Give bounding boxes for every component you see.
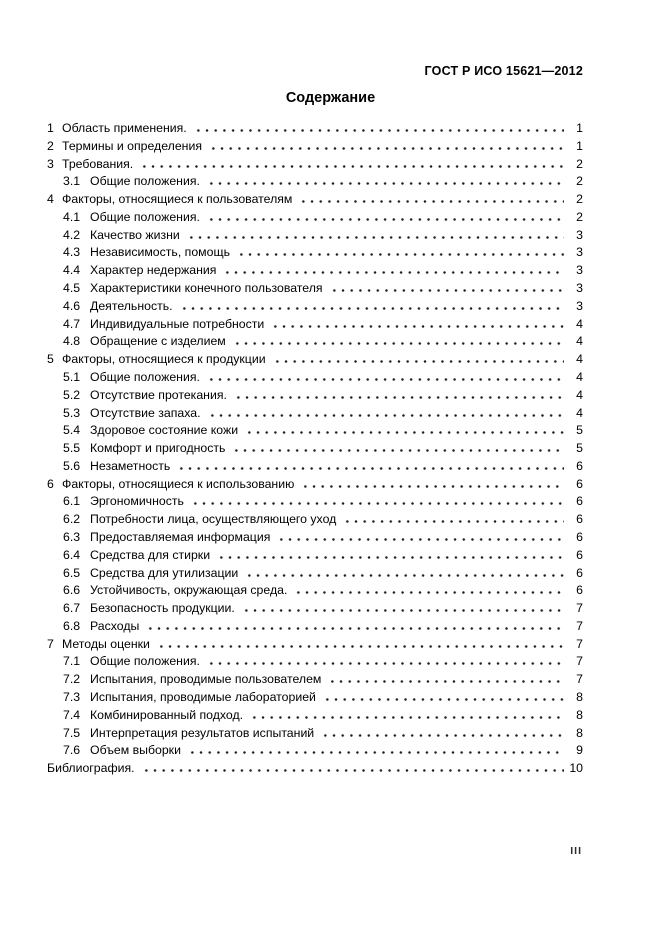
toc-entry — [0, 493, 661, 511]
toc-entry-page: 6 — [576, 458, 583, 473]
toc-entry-label: Качество жизни — [90, 227, 180, 242]
toc-entry-page: 3 — [576, 263, 583, 278]
toc-entry-label: Общие положения. — [90, 654, 200, 669]
toc-entry-label: Потребности лица, осуществляющего уход — [90, 512, 337, 527]
toc-entry-number: 6.8 — [63, 618, 81, 633]
toc-entry-label: Характер недержания — [90, 263, 217, 278]
toc-entry-label: Отсутствие протекания. — [90, 387, 227, 402]
toc-entry-label: Факторы, относящиеся к продукции — [62, 352, 266, 367]
page-number-footer: III — [570, 845, 582, 857]
toc-entry-page: 1 — [576, 121, 583, 135]
toc-entry-number: 7.3 — [63, 690, 81, 704]
toc-leader-dots — [140, 763, 564, 772]
toc-leader-dots — [243, 568, 564, 577]
toc-entry-label: Библиография. — [47, 761, 135, 776]
toc-leader-dots — [269, 319, 564, 328]
toc-entry-number: 4.3 — [63, 245, 81, 260]
toc-entry-label: Предоставляемая информация — [90, 529, 271, 544]
toc-entry-label: Устойчивость, окружающая среда. — [90, 583, 288, 598]
toc-leader-dots — [299, 479, 564, 488]
toc-leader-dots — [155, 639, 564, 648]
toc-entry — [0, 138, 661, 156]
toc-leader-dots — [248, 710, 564, 719]
toc-entry-number: 5.3 — [63, 405, 81, 420]
toc-entry — [0, 725, 661, 743]
toc-entry-page: 4 — [576, 316, 583, 331]
toc-entry-label: Методы оценки — [62, 636, 150, 651]
toc-entry-number: 4.2 — [63, 227, 81, 242]
toc-entry-page: 3 — [576, 298, 583, 313]
toc-leader-dots — [321, 692, 564, 701]
toc-entry-number: 5.4 — [63, 423, 81, 438]
toc-entry-number: 5.5 — [63, 441, 81, 456]
toc-entry-label: Область применения. — [62, 121, 187, 135]
toc-entry — [0, 476, 661, 494]
toc-leader-dots — [297, 194, 564, 203]
toc-leader-dots — [175, 461, 564, 470]
toc-leader-dots — [235, 247, 564, 256]
toc-entry-page: 2 — [576, 174, 583, 189]
toc-entry-page: 6 — [576, 529, 583, 544]
toc-leader-dots — [275, 532, 564, 541]
toc-entry — [0, 618, 661, 636]
toc-entry-number: 3 — [47, 156, 54, 171]
toc-entry-number: 7 — [47, 636, 54, 651]
toc-entry — [0, 351, 661, 369]
toc-entry-page: 7 — [576, 654, 583, 669]
toc-leader-dots — [271, 354, 564, 363]
toc-entry-label: Незаметность — [90, 458, 171, 473]
toc-entry-page: 8 — [576, 707, 583, 722]
toc-entry-number: 4 — [47, 192, 54, 207]
toc-entry-label: Здоровое состояние кожи — [90, 423, 239, 438]
toc-entry-page: 6 — [576, 476, 583, 491]
toc-leader-dots — [186, 745, 564, 754]
toc-entry-page: 8 — [576, 690, 583, 704]
toc-entry-label: Объем выборки — [90, 743, 181, 758]
toc-entry-page: 6 — [576, 494, 583, 509]
toc-leader-dots — [207, 141, 564, 150]
toc-entry — [0, 547, 661, 565]
toc-entry-page: 4 — [576, 369, 583, 384]
toc-entry-page: 6 — [576, 547, 583, 562]
toc-leader-dots — [341, 514, 564, 523]
toc-entry — [0, 440, 661, 458]
toc-leader-dots — [221, 265, 564, 274]
toc-entry — [0, 671, 661, 689]
toc-entry-label: Испытания, проводимые пользователем — [90, 672, 322, 687]
toc-entry-page: 10 — [569, 761, 583, 776]
toc-leader-dots — [192, 123, 564, 132]
toc-entry-page: 7 — [576, 636, 583, 651]
toc-entry — [0, 653, 661, 671]
toc-leader-dots — [232, 390, 564, 399]
toc-leader-dots — [144, 621, 564, 630]
toc-entry-label: Общие положения. — [90, 174, 200, 189]
toc-entry-number: 7.2 — [63, 672, 81, 687]
toc-leader-dots — [189, 496, 564, 505]
toc-leader-dots — [326, 674, 564, 683]
toc-entry — [0, 742, 661, 760]
toc-entry-label: Комбинированный подход. — [90, 707, 244, 722]
toc-entry — [0, 565, 661, 583]
toc-entry-page: 4 — [576, 387, 583, 402]
toc-entry-page: 4 — [576, 405, 583, 420]
toc-entry-page: 6 — [576, 512, 583, 527]
toc-entry-label: Комфорт и пригодность — [90, 441, 226, 456]
toc-entry-page: 6 — [576, 583, 583, 598]
toc-entry — [0, 636, 661, 654]
toc-entry — [0, 156, 661, 174]
toc-entry-label: Безопасность продукции. — [90, 601, 235, 616]
toc-entry-label: Общие положения. — [90, 369, 200, 384]
toc-entry — [0, 387, 661, 405]
toc-entry-label: Деятельность. — [90, 298, 173, 313]
toc-entry-page: 7 — [576, 618, 583, 633]
toc-entry-label: Расходы — [90, 618, 140, 633]
toc-entry — [0, 405, 661, 423]
toc-entry-number: 5.1 — [63, 369, 81, 384]
toc-entry — [0, 298, 661, 316]
toc-entry — [0, 316, 661, 334]
toc-entry-label: Интерпретация результатов испытаний — [90, 725, 315, 740]
document-designation-header: ГОСТ Р ИСО 15621—2012 — [424, 64, 583, 78]
toc-leader-dots — [215, 550, 564, 559]
toc-entry-page: 3 — [576, 227, 583, 242]
toc-entry-page: 3 — [576, 281, 583, 296]
toc-entry-number: 4.7 — [63, 316, 81, 331]
toc-entry-number: 6.2 — [63, 512, 81, 527]
toc-entry-page: 2 — [576, 209, 583, 224]
toc-entry-label: Обращение с изделием — [90, 334, 226, 349]
toc-entry-label: Характеристики конечного пользователя — [90, 281, 323, 296]
toc-entry-page: 4 — [576, 334, 583, 349]
toc-entry — [0, 333, 661, 351]
toc-entry-number: 6.1 — [63, 494, 81, 509]
toc-entry-label: Факторы, относящиеся к использованию — [62, 476, 295, 491]
toc-entry-number: 7.4 — [63, 707, 81, 722]
toc-entry — [0, 511, 661, 529]
toc-leader-dots — [178, 301, 564, 310]
toc-entry — [0, 760, 661, 778]
toc-entry-number: 4.1 — [63, 209, 81, 224]
toc-entry-label: Испытания, проводимые лабораторией — [90, 690, 316, 704]
toc-entry-number: 4.4 — [63, 263, 81, 278]
toc-entry-number: 6.3 — [63, 529, 81, 544]
toc-entry-label: Эргономичность — [90, 494, 184, 509]
toc-entry-number: 2 — [47, 138, 54, 153]
toc-leader-dots — [185, 230, 564, 239]
toc-entry-number: 4.6 — [63, 298, 81, 313]
toc-entry-page: 2 — [576, 192, 583, 207]
toc-entry-page: 4 — [576, 352, 583, 367]
toc-leader-dots — [328, 283, 564, 292]
toc-entry-number: 7.5 — [63, 725, 81, 740]
toc-entry — [0, 707, 661, 725]
toc-entry — [0, 244, 661, 262]
toc-leader-dots — [319, 728, 564, 737]
toc-leader-dots — [243, 425, 564, 434]
toc-entry-page: 9 — [576, 743, 583, 758]
toc-entry-page: 1 — [576, 138, 583, 153]
toc-entry-number: 1 — [47, 121, 54, 135]
toc-leader-dots — [230, 443, 564, 452]
toc-entry-number: 4.8 — [63, 334, 81, 349]
toc-entry — [0, 422, 661, 440]
toc-entry-page: 5 — [576, 441, 583, 456]
toc-entry — [0, 227, 661, 245]
toc-entry-label: Индивидуальные потребности — [90, 316, 265, 331]
toc-entry-label: Отсутствие запаха. — [90, 405, 201, 420]
toc-entry-page: 3 — [576, 245, 583, 260]
toc-entry-number: 6 — [47, 476, 54, 491]
toc-entry-number: 6.4 — [63, 547, 81, 562]
toc-leader-dots — [205, 212, 564, 221]
toc-entry-label: Термины и определения — [62, 138, 202, 153]
toc-entry-number: 7.6 — [63, 743, 81, 758]
toc-entry-label: Общие положения. — [90, 209, 200, 224]
toc-entry-page: 7 — [576, 601, 583, 616]
toc-entry — [0, 582, 661, 600]
toc-entry — [0, 173, 661, 191]
toc-entry — [0, 600, 661, 618]
toc-entry-number: 6.5 — [63, 565, 81, 580]
toc-leader-dots — [205, 656, 564, 665]
toc-entry-page: 2 — [576, 156, 583, 171]
toc-entry — [0, 280, 661, 298]
toc-entry — [0, 689, 661, 707]
toc-entry — [0, 120, 661, 138]
toc-leader-dots — [138, 159, 564, 168]
toc-entry-label: Средства для утилизации — [90, 565, 239, 580]
toc-entry-label: Средства для стирки — [90, 547, 211, 562]
toc-entry-number: 5.2 — [63, 387, 81, 402]
toc-entry — [0, 209, 661, 227]
toc-entry-page: 5 — [576, 423, 583, 438]
toc-leader-dots — [206, 408, 564, 417]
toc-entry — [0, 529, 661, 547]
toc-leader-dots — [292, 585, 564, 594]
toc-entry-label: Независимость, помощь — [90, 245, 230, 260]
toc-entry-page: 7 — [576, 672, 583, 687]
toc-entry — [0, 458, 661, 476]
toc-entry-label: Требования. — [62, 156, 134, 171]
toc-leader-dots — [240, 603, 564, 612]
toc-entry-number: 5 — [47, 352, 54, 367]
toc-entry-page: 8 — [576, 725, 583, 740]
toc-leader-dots — [205, 372, 564, 381]
toc-entry — [0, 369, 661, 387]
toc-entry-number: 6.7 — [63, 601, 81, 616]
table-of-contents — [0, 120, 661, 778]
toc-leader-dots — [231, 336, 564, 345]
toc-entry-page: 6 — [576, 565, 583, 580]
toc-entry-label: Факторы, относящиеся к пользователям — [62, 192, 293, 207]
toc-entry — [0, 262, 661, 280]
page-title: Содержание — [285, 90, 376, 106]
toc-entry-number: 3.1 — [63, 174, 81, 189]
toc-entry-number: 7.1 — [63, 654, 81, 669]
toc-entry-number: 4.5 — [63, 281, 81, 296]
toc-entry-number: 5.6 — [63, 458, 81, 473]
toc-entry — [0, 191, 661, 209]
toc-leader-dots — [205, 176, 564, 185]
toc-entry-number: 6.6 — [63, 583, 81, 598]
